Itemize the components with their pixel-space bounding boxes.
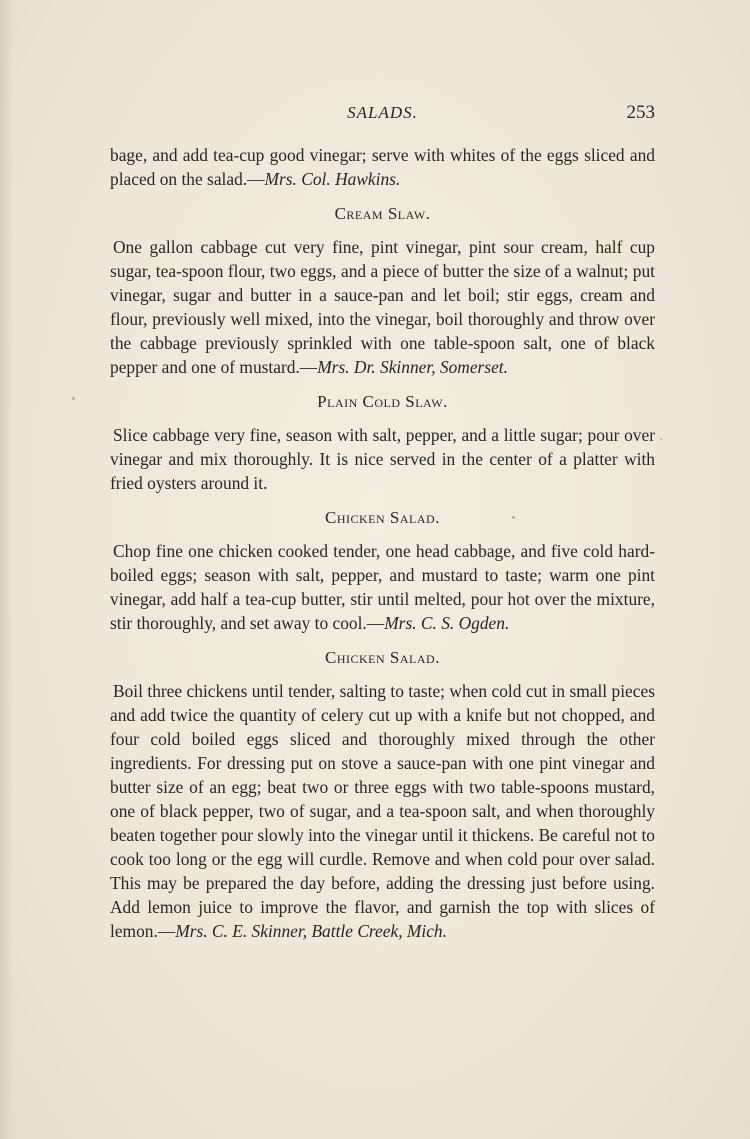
recipe-title-chicken-salad-1: Chicken Salad.: [325, 508, 440, 527]
recipe-title-chicken-salad-2: Chicken Salad.: [325, 648, 440, 667]
attribution: Mrs. Dr. Skinner, Somerset.: [317, 357, 508, 377]
paper-speck: [72, 397, 75, 400]
page-edge-shadow: [0, 0, 14, 1139]
paragraph-text: One gallon cabbage cut very fine, pint vinegar, pint sour cream, half cup sugar, tea-spoon flour, two eggs, and a piece of butter the size of a walnut; put vinegar, sugar and butter in a sauce-pan and let boil; stir eggs, cream and flour, previously well mixed, into the vinegar, boil thoroughly and throw over the cabbage previously sprinkled with one table-spoon salt, one of black pepper and one of mustard.—: [110, 237, 655, 377]
recipe-title-plain-cold-slaw: Plain Cold Slaw.: [317, 392, 448, 411]
recipe-paragraph-plain-cold-slaw: Slice cabbage very fine, season with salt, pepper, and a little sugar; pour over vinegar and mix thoroughly. It is nice served in the center of a platter with fried oysters around it.: [110, 425, 655, 493]
paragraph-text: Chop fine one chicken cooked tender, one head cabbage, and five cold hard-boiled eggs; season with salt, pepper, and mustard to taste; warm one pint vinegar, add half a tea-cup butter, stir until melted, pour hot over the mixture, stir thoroughly, and set away to cool.—: [110, 541, 655, 633]
recipe-title-cream-slaw: Cream Slaw.: [334, 204, 431, 223]
paragraph-text: Boil three chickens until tender, salting to taste; when cold cut in small pieces and add twice the quantity of celery cut up with a knife but not chopped, and four cold boiled eggs sliced and thoroughly mixed through the other ingredients. For dressing put on stove a sauce-pan with one pint vinegar and butter size of an egg; beat two or three eggs with two table-spoons mustard, one of black pepper, two of sugar, and a tea-spoon salt, and when thoroughly beaten together pour slowly into the vinegar until it thickens. Be careful not to cook too long or the egg will curdle. Remove and when cold pour over salad. This may be prepared the day before, adding the dressing just before using. Add lemon juice to improve the flavor, and garnish the top with slices of lemon.—: [110, 681, 655, 941]
page-body: [110, 143, 655, 943]
paragraph-text: bage, and add tea-cup good vinegar; serve with whites of the eggs sliced and placed on the salad.—: [110, 145, 655, 189]
continuation-paragraph: [110, 143, 655, 191]
page-number: 253: [626, 102, 655, 123]
attribution: Mrs. C. S. Ogden.: [384, 613, 510, 633]
paper-speck: [660, 438, 662, 440]
recipe-paragraph-cream-slaw: [110, 235, 655, 379]
recipe-paragraph-chicken-salad-1: [110, 539, 655, 635]
attribution: Mrs. Col. Hawkins.: [264, 169, 401, 189]
page-header: [110, 100, 655, 126]
recipe-paragraph-chicken-salad-2: [110, 679, 655, 943]
attribution: Mrs. C. E. Skinner, Battle Creek, Mich.: [175, 921, 447, 941]
running-head: SALADS.: [347, 103, 418, 122]
